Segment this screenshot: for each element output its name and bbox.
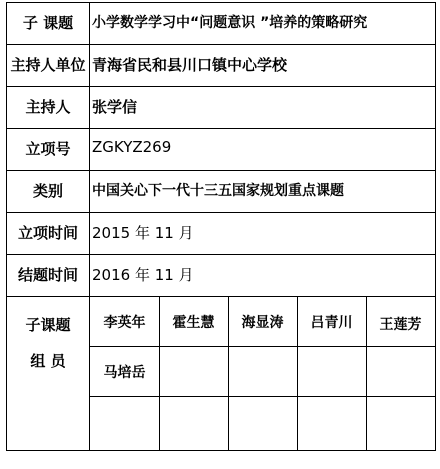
row-value-end-time: 2016 年 11 月: [92, 266, 194, 284]
row-value-host: 张学信: [92, 98, 138, 116]
member-row-divider: [89, 396, 436, 397]
member-name: 王莲芳: [379, 317, 422, 333]
row-value-project-number: ZGKYZ269: [92, 138, 172, 156]
row-value-host-unit: 青海省民和县川口镇中心学校: [92, 56, 288, 74]
row-label-start-time: 立项时间: [17, 224, 78, 242]
row-divider: [6, 296, 436, 297]
row-value-subproject: 小学数学学习中“问题意识 ”培养的策略研究: [92, 15, 368, 31]
table-border-right: [435, 2, 436, 451]
member-name: 霍生慧: [172, 315, 215, 331]
row-divider: [6, 212, 436, 213]
row-divider: [6, 86, 436, 87]
member-name: 马培岳: [103, 365, 146, 381]
row-label-category: 类别: [32, 182, 63, 200]
row-divider: [6, 44, 436, 45]
row-divider: [6, 128, 436, 129]
row-label-subproject: 子 课题: [22, 14, 74, 32]
table-border-top: [6, 2, 436, 3]
row-value-start-time: 2015 年 11 月: [92, 224, 194, 242]
row-label-host: 主持人: [25, 98, 71, 116]
table-border-left: [6, 2, 7, 451]
members-label-line2: 组 员: [30, 352, 66, 370]
member-row-divider: [89, 346, 436, 347]
label-column-divider: [89, 2, 90, 451]
row-value-category: 中国关心下一代十三五国家规划重点课题: [92, 183, 344, 199]
row-label-project-number: 立项号: [25, 140, 71, 158]
member-name: 吕青川: [310, 315, 353, 331]
members-label-line1: 子课题: [25, 316, 71, 334]
member-name: 海显涛: [241, 315, 284, 331]
table-border-bottom: [6, 450, 436, 451]
row-label-end-time: 结题时间: [17, 266, 78, 284]
row-label-host-unit: 主持人单位: [10, 56, 86, 74]
row-divider: [6, 170, 436, 171]
row-divider: [6, 254, 436, 255]
member-name: 李英年: [103, 315, 146, 331]
